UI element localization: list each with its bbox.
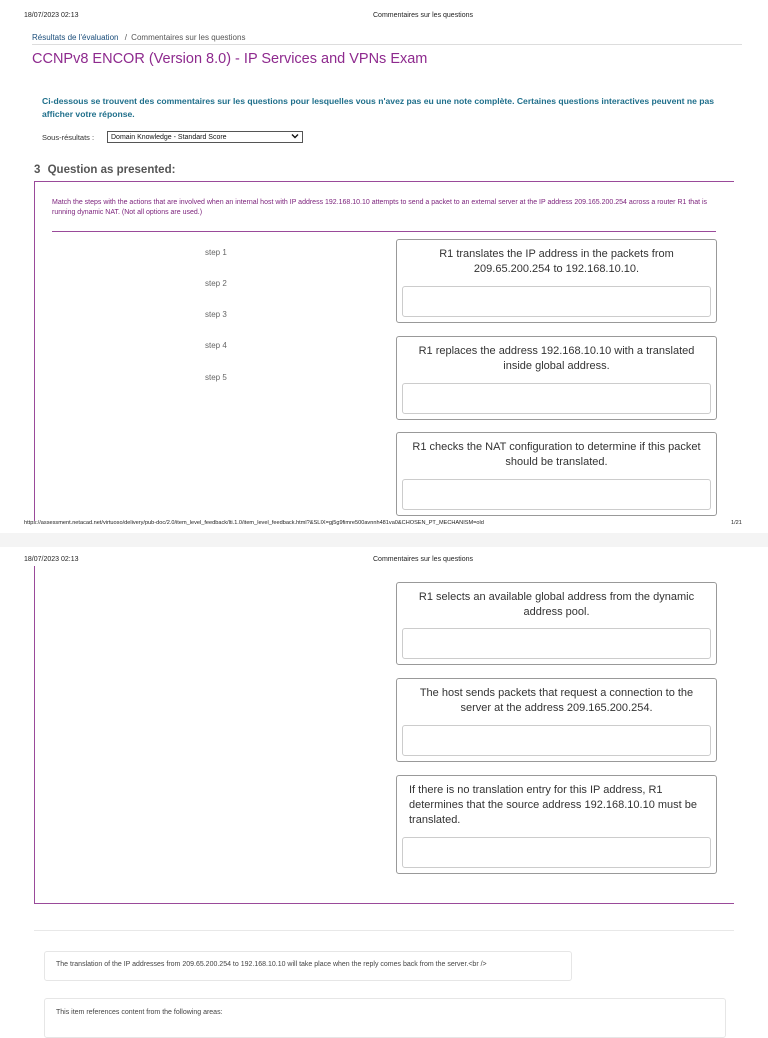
- print-footer-page: 1/21: [731, 520, 742, 526]
- question-divider: [52, 231, 716, 232]
- option-text: R1 translates the IP address in the packets from 209.65.200.254 to 192.168.10.10.: [439, 248, 674, 275]
- step-label: step 1: [205, 248, 227, 257]
- option-card[interactable]: [396, 775, 717, 874]
- step-label: step 2: [205, 279, 227, 288]
- section-divider: [34, 930, 734, 931]
- drop-slot[interactable]: [402, 383, 711, 414]
- print-footer-url: https://assessment.netacad.net/virtuoso/delivery/pub-doc/2.0/item_level_feedback/lti.1.0/item_level_feedback.html?&SLIX=gj5g9fimre500avnnh481va0&CHOSEN_PT_MECHANISM=old: [24, 520, 484, 526]
- breadcrumb-current: Commentaires sur les questions: [131, 33, 246, 42]
- feedback-text: The translation of the IP addresses from 209.65.200.254 to 192.168.10.10 will take place when the reply comes back from the server.<br />: [56, 961, 487, 968]
- breadcrumb: [32, 33, 245, 42]
- question-heading-label: Question as presented:: [47, 164, 176, 176]
- drop-slot[interactable]: [402, 837, 711, 868]
- references-text: This item references content from the following areas:: [56, 1009, 223, 1016]
- breadcrumb-separator: /: [124, 33, 127, 42]
- subresults-select[interactable]: [107, 131, 303, 143]
- step-label: step 3: [205, 310, 227, 319]
- option-card[interactable]: [396, 582, 717, 665]
- page-break: [0, 533, 768, 547]
- breadcrumb-divider: [32, 44, 742, 45]
- intro-text: Ci-dessous se trouvent des commentaires sur les questions pour lesquelles vous n'avez pas eu une note complète. Certaines questions interactives peuvent ne pas afficher votre réponse.: [42, 96, 715, 119]
- question-number: 3: [34, 164, 41, 176]
- option-card[interactable]: [396, 432, 717, 516]
- option-card[interactable]: [396, 678, 717, 762]
- question-text: Match the steps with the actions that are involved when an internal host with IP address 192.168.10.10 attempts to send a packet to an external server at the IP address 209.165.200.254 across a router R1 that is running dynamic NAT. (Not all options are used.): [52, 199, 708, 216]
- option-text: If there is no translation entry for this IP address, R1 determines that the source address 192.168.10.10 must be translated.: [409, 784, 698, 826]
- references-box: [44, 998, 726, 1038]
- drop-slot[interactable]: [402, 479, 711, 510]
- print-header-date: 18/07/2023 02:13: [24, 556, 79, 563]
- option-card[interactable]: [396, 336, 717, 420]
- step-label: step 4: [205, 341, 227, 350]
- drop-slot[interactable]: [402, 628, 711, 659]
- drop-slot[interactable]: [402, 286, 711, 317]
- page-title: CCNPv8 ENCOR (Version 8.0) - IP Services and VPNs Exam: [32, 51, 428, 67]
- subresults-label: Sous-résultats :: [42, 133, 95, 142]
- subresults-select-value: Domain Knowledge - Standard Score: [111, 134, 227, 141]
- option-text: R1 checks the NAT configuration to determine if this packet should be translated.: [412, 441, 701, 468]
- breadcrumb-link-results[interactable]: Résultats de l'évaluation: [32, 33, 119, 42]
- step-label: step 5: [205, 373, 227, 382]
- print-header-title: Commentaires sur les questions: [373, 12, 473, 19]
- feedback-box: [44, 951, 572, 981]
- option-text: R1 selects an available global address from the dynamic address pool.: [418, 591, 695, 618]
- option-text: R1 replaces the address 192.168.10.10 with a translated inside global address.: [418, 345, 695, 372]
- drop-slot[interactable]: [402, 725, 711, 756]
- print-header-title: Commentaires sur les questions: [373, 556, 473, 563]
- option-text: The host sends packets that request a connection to the server at the address 209.165.200.254.: [419, 687, 694, 714]
- question-heading: [34, 164, 175, 176]
- print-header-date: 18/07/2023 02:13: [24, 12, 79, 19]
- chevron-down-icon: [291, 132, 299, 145]
- option-card[interactable]: [396, 239, 717, 323]
